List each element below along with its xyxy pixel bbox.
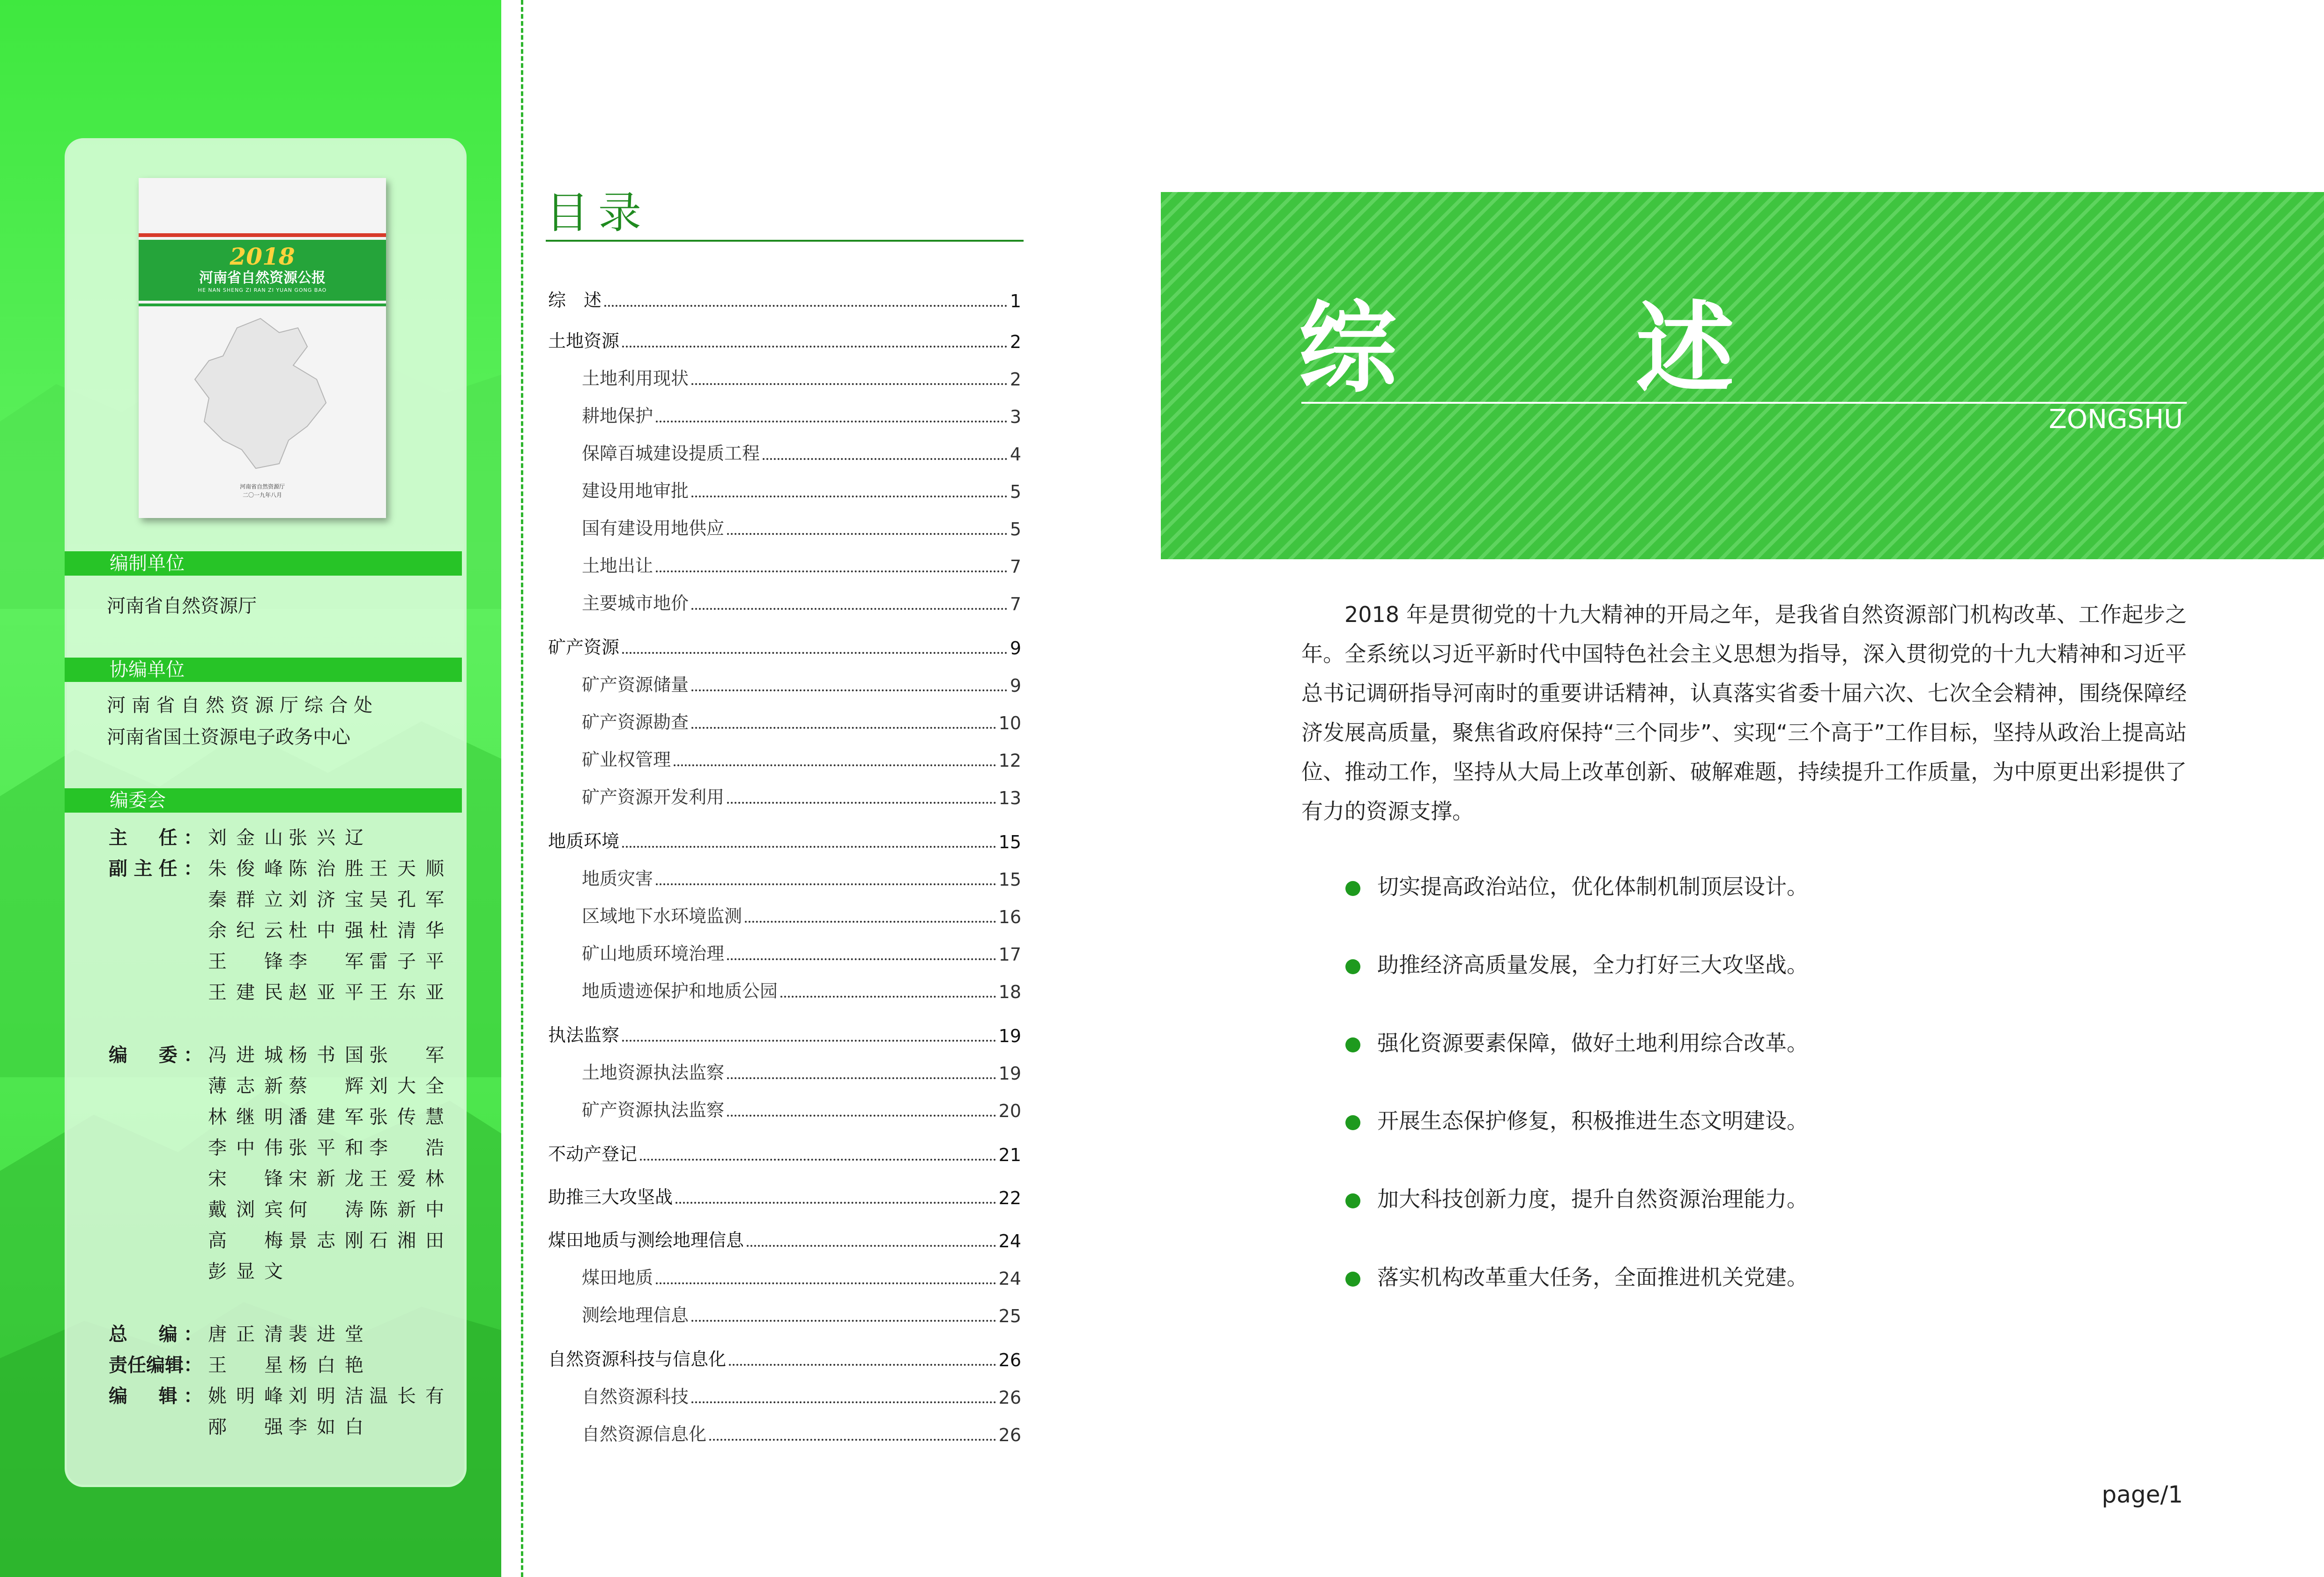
section-title: 综 述	[1299, 291, 1805, 406]
toc-entry-page: 5	[1010, 481, 1021, 502]
toc-entry-label: 国有建设用地供应	[582, 518, 725, 539]
toc-chapter-entry[interactable]	[548, 1018, 1021, 1046]
toc-section-entry[interactable]	[582, 1298, 1021, 1326]
toc-entry-page: 13	[998, 788, 1021, 808]
committee-member-name: 刘明洁	[289, 1385, 364, 1407]
committee-member-name: 宋新龙	[289, 1168, 364, 1190]
toc-entry-label: 自然资源科技	[582, 1386, 689, 1407]
toc-section-entry[interactable]	[582, 474, 1021, 502]
key-point-item	[1345, 1104, 1808, 1137]
toc-section-entry[interactable]	[582, 899, 1021, 927]
key-point-text: 加大科技创新力度，提升自然资源治理能力。	[1377, 1186, 1808, 1212]
committee-role: 编 辑：	[109, 1385, 202, 1407]
toc-entry-page: 2	[1010, 369, 1021, 390]
committee-member-name: 余纪云	[208, 920, 283, 941]
toc-leader-dots	[656, 570, 1007, 572]
toc-entry-label: 矿产资源勘查	[582, 712, 689, 733]
committee-member-name: 朱俊峰	[208, 858, 283, 880]
toc-entry-label: 煤田地质与测绘地理信息	[548, 1230, 744, 1251]
committee-member-name: 陈新中	[369, 1199, 444, 1221]
bullet-dot-icon	[1345, 1193, 1360, 1208]
cover-title: 河南省自然资源公报	[199, 270, 326, 286]
committee-role: 主 任：	[109, 827, 202, 849]
committee-member-name: 彭显文	[208, 1261, 283, 1282]
committee-role: 总 编：	[109, 1324, 202, 1345]
toc-entry-page: 26	[998, 1387, 1021, 1408]
committee-member-name: 秦群立	[208, 889, 283, 911]
key-point-text: 落实机构改革重大任务，全面推进机关党建。	[1377, 1265, 1808, 1290]
committee-member-name: 林继明	[208, 1106, 283, 1128]
key-point-item	[1345, 948, 1808, 981]
committee-member-name: 李中伟	[208, 1137, 283, 1159]
compiler-heading: 编制单位	[110, 553, 185, 574]
toc-entry-page: 20	[998, 1101, 1021, 1121]
toc-leader-dots	[691, 1401, 996, 1403]
co-compiler-heading-bar	[65, 658, 462, 682]
toc-leader-dots	[656, 421, 1007, 422]
committee-member-name: 李如白	[289, 1416, 364, 1438]
toc-entry-page: 9	[1010, 675, 1021, 696]
toc-leader-dots	[691, 727, 996, 729]
toc-leader-dots	[727, 802, 996, 804]
committee-member-name: 王东亚	[369, 982, 444, 1003]
toc-entry-label: 土地出让	[582, 555, 653, 576]
toc-entry-page: 17	[998, 944, 1021, 965]
toc-title: 目录	[546, 188, 651, 238]
committee-member-name: 温长有	[369, 1385, 444, 1407]
toc-leader-dots	[691, 496, 1007, 497]
toc-entry-page: 25	[998, 1306, 1021, 1326]
committee-role: 副主任：	[109, 858, 202, 880]
committee-member-name: 李 浩	[369, 1137, 444, 1159]
bullet-dot-icon	[1345, 1037, 1360, 1052]
toc-entry-page: 9	[1010, 638, 1021, 659]
compiler-heading-bar	[65, 551, 462, 576]
toc-section-entry[interactable]	[582, 743, 1021, 771]
toc-entry-label: 自然资源科技与信息化	[548, 1349, 727, 1370]
toc-section-entry[interactable]	[582, 974, 1021, 1002]
bullet-dot-icon	[1345, 959, 1360, 974]
committee-role: 责任编辑：	[109, 1355, 202, 1376]
toc-section-entry[interactable]	[582, 511, 1021, 540]
toc-chapter-entry[interactable]	[548, 1137, 1021, 1165]
toc-section-entry[interactable]	[582, 586, 1021, 615]
committee-member-name: 姚明峰	[208, 1385, 283, 1407]
committee-member-name: 戴浏宾	[208, 1199, 283, 1221]
toc-entry-label: 地质环境	[548, 831, 620, 851]
toc-chapter-entry[interactable]	[548, 824, 1021, 852]
toc-section-entry[interactable]	[582, 937, 1021, 965]
key-point-text: 开展生态保护修复，积极推进生态文明建设。	[1377, 1108, 1808, 1133]
toc-section-entry[interactable]	[582, 1261, 1021, 1289]
toc-leader-dots	[727, 1115, 996, 1117]
toc-chapter-entry[interactable]	[548, 324, 1021, 352]
committee-member-name: 王天顺	[369, 858, 444, 880]
toc-entry-page: 15	[998, 869, 1021, 890]
toc-leader-dots	[780, 996, 996, 998]
intro-paragraph: 2018 年是贯彻党的十九大精神的开局之年，是我省自然资源部门机构改革、工作起步之年。全系统以习近平新时代中国特色社会主义思想为指导，深入贯彻党的十九大精神和习近平总书记调研指导河南时的重要讲话精神，认真落实省委十届六次、七次全会精神，围绕保障经济发展高质量，聚焦省政府保持“三个同步”、实现“三个高于”工作目标，坚持从政治上提高站位、推动工作，坚持从大局上改革创新、破解难题，持续提升工作质量，为中原更出彩提供了有力的资源支撑。	[1301, 602, 2187, 824]
toc-entry-label: 保障百城建设提质工程	[582, 443, 760, 464]
toc-entry-label: 地质灾害	[582, 868, 653, 889]
toc-leader-dots	[676, 1202, 996, 1204]
toc-chapter-entry[interactable]	[548, 1180, 1021, 1208]
page-number: page/1	[2101, 1481, 2183, 1508]
committee-member-name: 薄志新	[208, 1075, 283, 1097]
committee-member-name: 雷子平	[369, 951, 444, 972]
key-point-item	[1345, 1027, 1808, 1059]
toc-section-entry[interactable]	[582, 705, 1021, 733]
toc-leader-dots	[691, 689, 1007, 691]
toc-entry-page: 1	[1010, 291, 1021, 311]
toc-entry-label: 土地资源执法监察	[582, 1062, 725, 1083]
committee-member-name: 赵亚平	[289, 982, 364, 1003]
toc-section-entry[interactable]	[582, 1056, 1021, 1084]
cover-date: 二〇一九年八月	[242, 492, 282, 498]
compiler-name: 河南省自然资源厅	[107, 595, 257, 617]
toc-entry-label: 区域地下水环境监测	[582, 906, 742, 926]
committee-member-name: 王建民	[208, 982, 283, 1003]
key-point-text: 切实提高政治站位，优化体制机制顶层设计。	[1377, 874, 1808, 899]
toc-leader-dots	[729, 1364, 996, 1366]
toc-entry-page: 16	[998, 907, 1021, 927]
committee-member-name: 吴孔军	[369, 889, 444, 911]
key-point-item	[1345, 1261, 1808, 1294]
co-compiler-line-2: 河南省国土资源电子政务中心	[107, 726, 350, 748]
cover-publisher: 河南省自然资源厅	[239, 483, 285, 490]
toc-entry-page: 5	[1010, 519, 1021, 540]
toc-entry-label: 测绘地理信息	[582, 1305, 689, 1325]
key-point-item	[1345, 870, 1808, 903]
cover-pinyin: HE NAN SHENG ZI RAN ZI YUAN GONG BAO	[198, 287, 327, 293]
toc-entry-page: 12	[998, 750, 1021, 771]
toc-entry-label: 执法监察	[548, 1025, 620, 1045]
bullet-dot-icon	[1345, 1272, 1360, 1287]
committee-member-name: 高 梅	[208, 1230, 283, 1251]
toc-leader-dots	[727, 1077, 996, 1079]
toc-entry-page: 22	[998, 1188, 1021, 1208]
toc-entry-page: 7	[1010, 594, 1021, 615]
toc-entry-page: 21	[998, 1145, 1021, 1165]
toc-leader-dots	[691, 1320, 996, 1322]
toc-leader-dots	[622, 652, 1007, 654]
key-point-item	[1345, 1183, 1808, 1215]
toc-entry-page: 18	[998, 982, 1021, 1002]
bullet-dot-icon	[1345, 881, 1360, 896]
committee-heading-bar	[65, 788, 462, 813]
committee-member-name: 刘大全	[369, 1075, 444, 1097]
committee-member-name: 潘建军	[289, 1106, 364, 1128]
toc-entry-label: 土地资源	[548, 331, 620, 351]
report-cover-thumbnail	[139, 178, 386, 518]
toc-leader-dots	[727, 533, 1007, 535]
committee-member-name: 何 涛	[289, 1199, 364, 1221]
toc-section-entry[interactable]	[582, 862, 1021, 890]
toc-entry-label: 自然资源信息化	[582, 1424, 707, 1444]
toc-chapter-entry[interactable]	[548, 630, 1021, 659]
committee-member-name: 裴进堂	[289, 1324, 364, 1345]
co-compiler-line-1: 河 南 省 自 然 资 源 厅 综 合 处	[107, 695, 373, 716]
section-subtitle: ZONGSHU	[2049, 404, 2183, 435]
toc-leader-dots	[640, 1159, 996, 1161]
toc-entry-page: 19	[998, 1026, 1021, 1046]
committee-member-name: 杜清华	[369, 920, 444, 941]
committee-role: 编 委：	[109, 1044, 202, 1066]
committee-member-name: 刘金山	[208, 827, 283, 849]
fold-dashed-line	[521, 0, 523, 1577]
committee-member-name: 石湘田	[369, 1230, 444, 1251]
committee-member-name: 冯进城	[208, 1044, 283, 1066]
toc-leader-dots	[691, 383, 1007, 385]
toc-title-rule	[546, 240, 1024, 242]
toc-entry-label: 助推三大攻坚战	[548, 1187, 673, 1207]
toc-section-entry[interactable]	[582, 437, 1021, 465]
toc-section-entry[interactable]	[582, 1093, 1021, 1121]
toc-entry-label: 地质遗迹保护和地质公园	[582, 981, 778, 1001]
toc-leader-dots	[691, 608, 1007, 610]
toc-entry-label: 建设用地审批	[582, 481, 689, 501]
committee-member-name: 杨书国	[289, 1044, 364, 1066]
toc-section-entry[interactable]	[582, 399, 1021, 427]
committee-member-name: 张兴辽	[289, 827, 364, 849]
toc-entry-label: 耕地保护	[582, 406, 653, 426]
toc-entry-label: 主要城市地价	[582, 593, 689, 614]
toc-leader-dots	[727, 958, 996, 960]
committee-member-name: 张 军	[369, 1044, 444, 1066]
toc-section-entry[interactable]	[582, 1380, 1021, 1408]
toc-entry-page: 24	[998, 1268, 1021, 1289]
committee-member-name: 王 锋	[208, 951, 283, 972]
toc-section-entry[interactable]	[582, 1417, 1021, 1445]
committee-member-name: 杨白艳	[289, 1355, 364, 1376]
toc-leader-dots	[709, 1439, 996, 1441]
toc-leader-dots	[747, 1245, 996, 1247]
toc-entry-page: 2	[1010, 332, 1021, 352]
toc-leader-dots	[674, 764, 996, 766]
committee-member-name: 宋 锋	[208, 1168, 283, 1190]
toc-leader-dots	[745, 921, 996, 923]
committee-member-name: 陈治胜	[289, 858, 364, 880]
committee-member-name: 蔡 辉	[289, 1075, 364, 1097]
henan-map-icon	[139, 178, 386, 518]
key-point-text: 助推经济高质量发展，全力打好三大攻坚战。	[1377, 952, 1808, 977]
toc-leader-dots	[763, 458, 1007, 460]
toc-entry-page: 4	[1010, 444, 1021, 465]
toc-leader-dots	[656, 883, 996, 885]
toc-entry-label: 矿产资源开发利用	[582, 787, 725, 807]
toc-section-entry[interactable]	[582, 780, 1021, 808]
toc-leader-dots	[604, 305, 1007, 307]
toc-entry-label: 矿业权管理	[582, 749, 671, 770]
toc-section-entry[interactable]	[582, 668, 1021, 696]
toc-entry-page: 15	[998, 832, 1021, 852]
toc-entry-label: 煤田地质	[582, 1267, 653, 1288]
toc-entry-page: 26	[998, 1350, 1021, 1370]
toc-entry-label: 土地利用现状	[582, 368, 689, 389]
toc-leader-dots	[622, 1040, 996, 1042]
toc-leader-dots	[656, 1282, 996, 1284]
committee-member-name: 杜中强	[289, 920, 364, 941]
committee-member-name: 唐正清	[208, 1324, 283, 1345]
cover-year: 2018	[230, 243, 295, 270]
key-point-text: 强化资源要素保障，做好土地利用综合改革。	[1377, 1030, 1808, 1056]
committee-heading: 编委会	[110, 790, 166, 811]
toc-entry-page: 19	[998, 1063, 1021, 1084]
toc-entry-page: 26	[998, 1425, 1021, 1445]
toc-chapter-entry[interactable]	[548, 1342, 1021, 1370]
toc-leader-dots	[622, 846, 996, 848]
committee-member-name: 李 军	[289, 951, 364, 972]
committee-member-name: 邴 强	[208, 1416, 283, 1438]
toc-entry-page: 24	[998, 1231, 1021, 1251]
toc-section-entry[interactable]	[582, 549, 1021, 577]
committee-member-name: 张传慧	[369, 1106, 444, 1128]
toc-entry-label: 矿产资源执法监察	[582, 1100, 725, 1120]
committee-member-name: 张平和	[289, 1137, 364, 1159]
committee-member-name: 王 星	[208, 1355, 283, 1376]
toc-entry-label: 不动产登记	[548, 1144, 638, 1164]
toc-chapter-entry[interactable]	[548, 1223, 1021, 1251]
toc-entry-page: 7	[1010, 556, 1021, 577]
bullet-dot-icon	[1345, 1115, 1360, 1130]
co-compiler-heading: 协编单位	[110, 659, 185, 681]
toc-entry-page: 10	[998, 713, 1021, 733]
committee-member-name: 刘济宝	[289, 889, 364, 911]
toc-section-entry[interactable]	[582, 362, 1021, 390]
toc-entry-label: 综 述	[548, 290, 602, 311]
committee-member-name: 王爱林	[369, 1168, 444, 1190]
toc-chapter-entry[interactable]	[548, 283, 1021, 311]
toc-entry-label: 矿山地质环境治理	[582, 943, 725, 964]
committee-member-name: 景志刚	[289, 1230, 364, 1251]
toc-entry-label: 矿产资源	[548, 637, 620, 658]
cover-footer	[139, 482, 386, 499]
toc-entry-label: 矿产资源储量	[582, 674, 689, 695]
toc-leader-dots	[622, 346, 1007, 348]
toc-entry-page: 3	[1010, 407, 1021, 427]
